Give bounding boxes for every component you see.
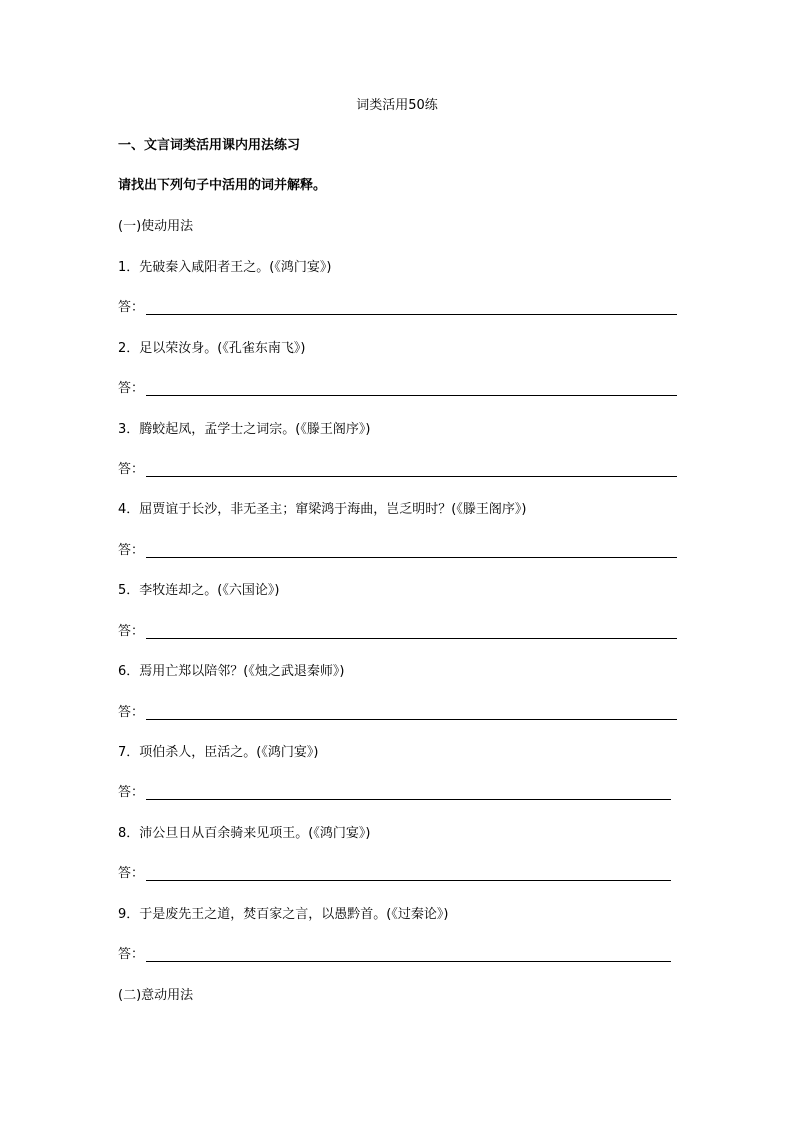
answer-line[interactable] <box>146 799 671 800</box>
answer-line[interactable] <box>146 395 677 396</box>
question-3: 3．腾蛟起凤，孟学士之词宗。(《滕王阁序》) <box>118 422 371 437</box>
answer-line[interactable] <box>146 961 671 962</box>
question-7: 7．项伯杀人，臣活之。(《鸿门宴》) <box>118 745 319 760</box>
question-1: 1．先破秦入咸阳者王之。(《鸿门宴》) <box>118 260 332 275</box>
question-8: 8．沛公旦日从百余骑来见项王。(《鸿门宴》) <box>118 826 371 841</box>
answer-label: 答： <box>118 705 145 720</box>
question-4: 4．屈贾谊于长沙，非无圣主；窜梁鸿于海曲，岂乏明时？(《滕王阁序》) <box>118 502 527 517</box>
answer-label: 答： <box>118 300 145 315</box>
answer-label: 答： <box>118 624 145 639</box>
answer-label: 答： <box>118 866 145 881</box>
subsection-heading-putative: (二)意动用法 <box>118 988 194 1003</box>
instruction-text: 请找出下列句子中活用的词并解释。 <box>118 178 327 193</box>
answer-label: 答： <box>118 785 145 800</box>
question-6: 6．焉用亡郑以陪邻？(《烛之武退秦师》) <box>118 664 345 679</box>
answer-line[interactable] <box>146 557 677 558</box>
answer-line[interactable] <box>146 314 677 315</box>
section-heading: 一、文言词类活用课内用法练习 <box>118 138 301 153</box>
answer-label: 答： <box>118 462 145 477</box>
answer-line[interactable] <box>146 638 677 639</box>
question-5: 5．李牧连却之。(《六国论》) <box>118 583 280 598</box>
answer-label: 答： <box>118 381 145 396</box>
answer-line[interactable] <box>146 476 677 477</box>
question-9: 9．于是废先王之道，焚百家之言，以愚黔首。(《过秦论》) <box>118 907 449 922</box>
question-2: 2．足以荣汝身。(《孔雀东南飞》) <box>118 341 306 356</box>
answer-label: 答： <box>118 947 145 962</box>
subsection-heading-causative: (一)使动用法 <box>118 219 194 234</box>
answer-line[interactable] <box>146 880 671 881</box>
page-title: 词类活用50练 <box>356 98 438 113</box>
answer-line[interactable] <box>146 719 677 720</box>
answer-label: 答： <box>118 543 145 558</box>
